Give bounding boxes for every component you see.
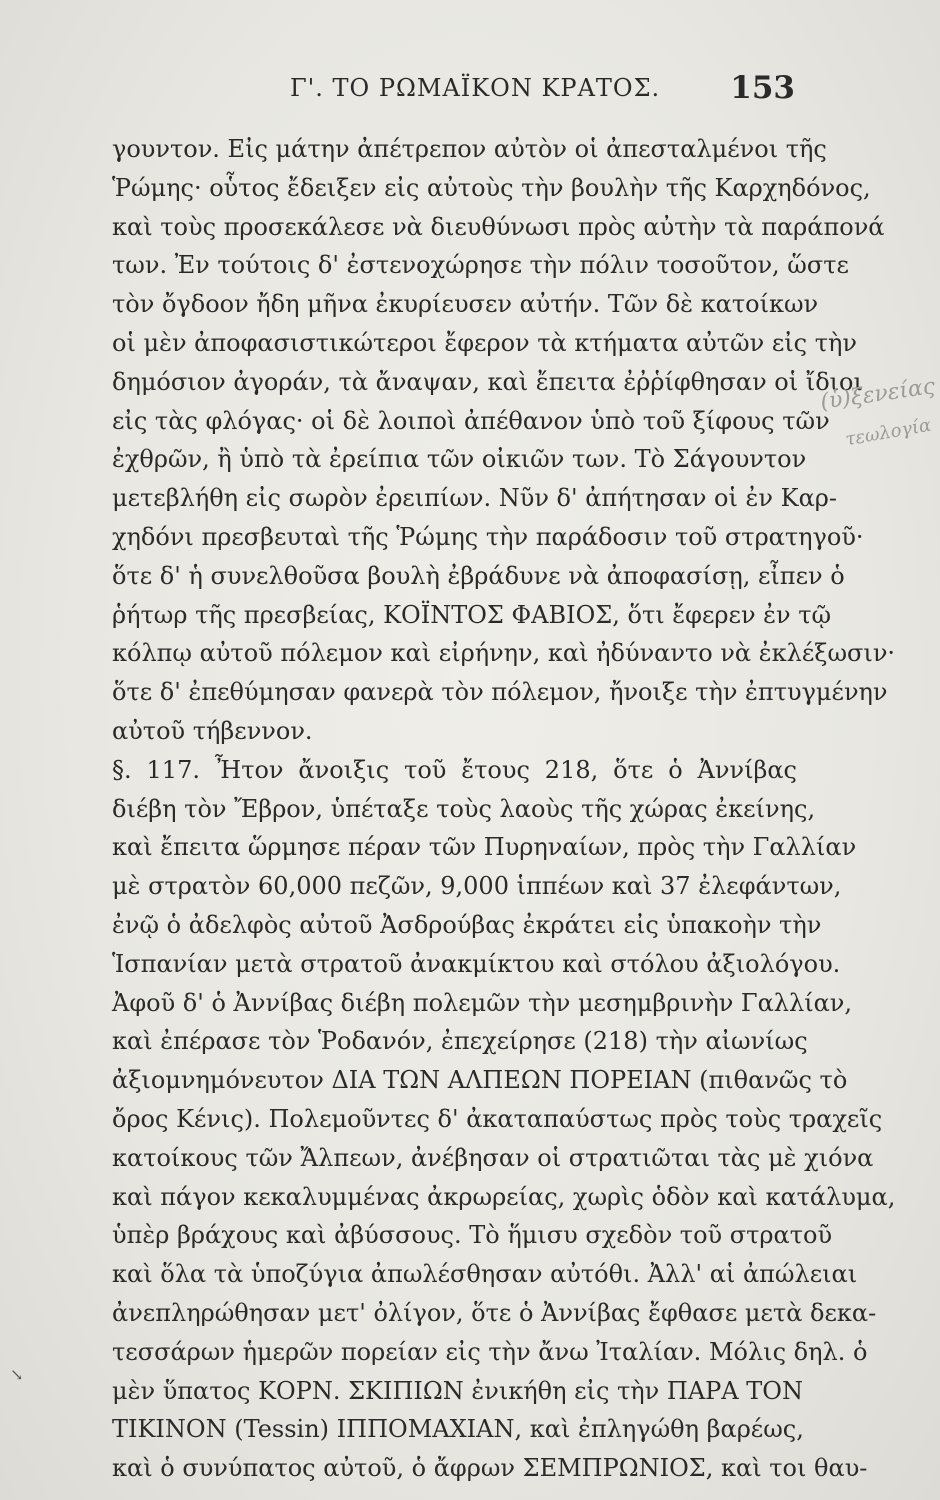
text-line: καὶ ὅλα τὰ ὑποζύγια ἀπωλέσθησαν αὐτόθι. Ἀλλ' αἱ ἀπώλειαι	[112, 1260, 858, 1289]
text-line: ἐνῷ ὁ ἀδελφὸς αὐτοῦ Ἀσδρούβας ἐκράτει εἰς ὑπακοὴν τὴν	[112, 910, 822, 939]
text-line: κόλπῳ αὐτοῦ πόλεμον καὶ εἰρήνην, καὶ ἠδύναντο νὰ ἐκλέξωσιν·	[112, 639, 896, 668]
text-line: ἀνεπληρώθησαν μετ' ὀλίγον, ὅτε ὁ Ἀννίβας ἔφθασε μετὰ δεκα-	[112, 1298, 877, 1327]
text-line: τεσσάρων ἡμερῶν πορείαν εἰς τὴν ἄνω Ἰταλίαν. Μόλις δηλ. ὁ	[112, 1337, 868, 1366]
text-line: ὄρος Κένις). Πολεμοῦντες δ' ἀκαταπαύστως πρὸς τοὺς τραχεῖς	[112, 1104, 883, 1133]
text-line: μὲν ὕπατος ΚΟΡΝ. ΣΚΙΠΙΩΝ ἐνικήθη εἰς τὴν ΠΑΡΑ ΤΟΝ	[112, 1376, 803, 1405]
text-line: μὲ στρατὸν 60,000 πεζῶν, 9,000 ἱππέων καὶ 37 ἐλεφάντων,	[112, 872, 842, 901]
text-line: καὶ ἐπέρασε τὸν Ῥοδανόν, ἐπεχείρησε (218) τὴν αἰωνίως	[112, 1027, 808, 1056]
text-line: ὅτε δ' ἐπεθύμησαν φανερὰ τὸν πόλεμον, ἤνοιξε τὴν ἐπτυγμένην	[112, 678, 888, 707]
text-line: εἰς τὰς φλόγας· οἱ δὲ λοιποὶ ἀπέθανον ὑπὸ τοῦ ξίφους τῶν	[112, 406, 830, 435]
page-number: 153	[730, 70, 795, 106]
text-line: κατοίκους τῶν Ἄλπεων, ἀνέβησαν οἱ στρατιῶται τὰς μὲ χιόνα	[112, 1143, 874, 1172]
text-line: καὶ τοὺς προσεκάλεσε νὰ διευθύνωσι πρὸς αὐτὴν τὰ παράπονά	[112, 212, 885, 241]
text-line: ῥήτωρ τῆς πρεσβείας, ΚΟΪΝΤΟΣ ΦΑΒΙΟΣ, ὅτι ἔφερεν ἐν τῷ	[112, 600, 832, 629]
text-line: καὶ ἔπειτα ὥρμησε πέραν τῶν Πυρηναίων, πρὸς τὴν Γαλλίαν	[112, 833, 857, 862]
text-line: §. 117. Ἦτον ἄνοιξις τοῦ ἔτους 218, ὅτε ὁ Ἀννίβας	[112, 755, 797, 784]
handwritten-margin-note	[818, 374, 937, 452]
margin-note-line: τεωλογία	[843, 414, 933, 451]
text-line: ἀξιομνημόνευτον ΔΙΑ ΤΩΝ ΑΛΠΕΩΝ ΠΟΡΕΙΑΝ (πιθανῶς τὸ	[112, 1066, 848, 1095]
margin-note-line: (ὑ)ξενείας	[818, 374, 937, 415]
text-line: οἱ μὲν ἀποφασιστικώτεροι ἔφερον τὰ κτήματα αὐτῶν εἰς τὴν	[112, 328, 857, 357]
text-line: Ῥώμης· οὗτος ἔδειξεν εἰς αὐτοὺς τὴν βουλὴν τῆς Καρχηδόνος,	[112, 173, 871, 202]
text-line: των. Ἐν τούτοις δ' ἐστενοχώρησε τὴν πόλιν τοσοῦτον, ὥστε	[112, 251, 849, 280]
text-line: ΤΙΚΙΝΟΝ (Tessin) ΙΠΠΟΜΑΧΙΑΝ, καὶ ἐπληγώθη βαρέως,	[112, 1415, 804, 1444]
text-line: Ἀφοῦ δ' ὁ Ἀννίβας διέβη πολεμῶν τὴν μεσημβρινὴν Γαλλίαν,	[112, 988, 853, 1017]
text-line: χηδόνι πρεσβευταὶ τῆς Ῥώμης τὴν παράδοσιν τοῦ στρατηγοῦ·	[112, 522, 864, 551]
text-line: μετεβλήθη εἰς σωρὸν ἐρειπίων. Νῦν δ' ἀπήτησαν οἱ ἐν Καρ-	[112, 484, 837, 513]
text-line: καὶ ὁ συνύπατος αὐτοῦ, ὁ ἄφρων ΣΕΜΠΡΩΝΙΟΣ, καὶ τοι θαυ-	[112, 1454, 868, 1483]
text-line: αὐτοῦ τήβεννον.	[112, 716, 313, 745]
text-line: τὸν ὄγδοον ἤδη μῆνα ἐκυρίευσεν αὐτήν. Τῶν δὲ κατοίκων	[112, 290, 819, 319]
text-line: γουντον. Εἰς μάτην ἀπέτρεπον αὐτὸν οἱ ἀπεσταλμένοι τῆς	[112, 135, 827, 163]
text-line: δημόσιον ἀγοράν, τὰ ἄναψαν, καὶ ἔπειτα ἐῤῥίφθησαν οἱ ἴδιοι	[112, 367, 863, 396]
text-line: καὶ πάγον κεκαλυμμένας ἀκρωρείας, χωρὶς ὁδὸν καὶ κατάλυμα,	[112, 1182, 896, 1211]
text-line: ἐχθρῶν, ἢ ὑπὸ τὰ ἐρείπια τῶν οἰκιῶν των. Τὸ Σάγουντον	[112, 445, 807, 474]
text-line: Ἱσπανίαν μετὰ στρατοῦ ἀνακμίκτου καὶ στόλου ἀξιολόγου.	[112, 949, 841, 978]
margin-mark: ↘	[10, 1365, 24, 1384]
text-line: διέβη τὸν Ἔβρον, ὑπέταξε τοὺς λαοὺς τῆς χώρας ἐκείνης,	[112, 794, 816, 823]
page-header	[110, 70, 795, 110]
running-head: Γ'. ΤΟ ΡΩΜΑΪΚΟΝ ΚΡΑΤΟΣ.	[290, 74, 661, 102]
text-line: ὑπὲρ βράχους καὶ ἀβύσσους. Τὸ ἥμισυ σχεδὸν τοῦ στρατοῦ	[112, 1221, 833, 1250]
text-line: ὅτε δ' ἡ συνελθοῦσα βουλὴ ἐβράδυνε νὰ ἀποφασίσῃ, εἶπεν ὁ	[112, 561, 845, 590]
